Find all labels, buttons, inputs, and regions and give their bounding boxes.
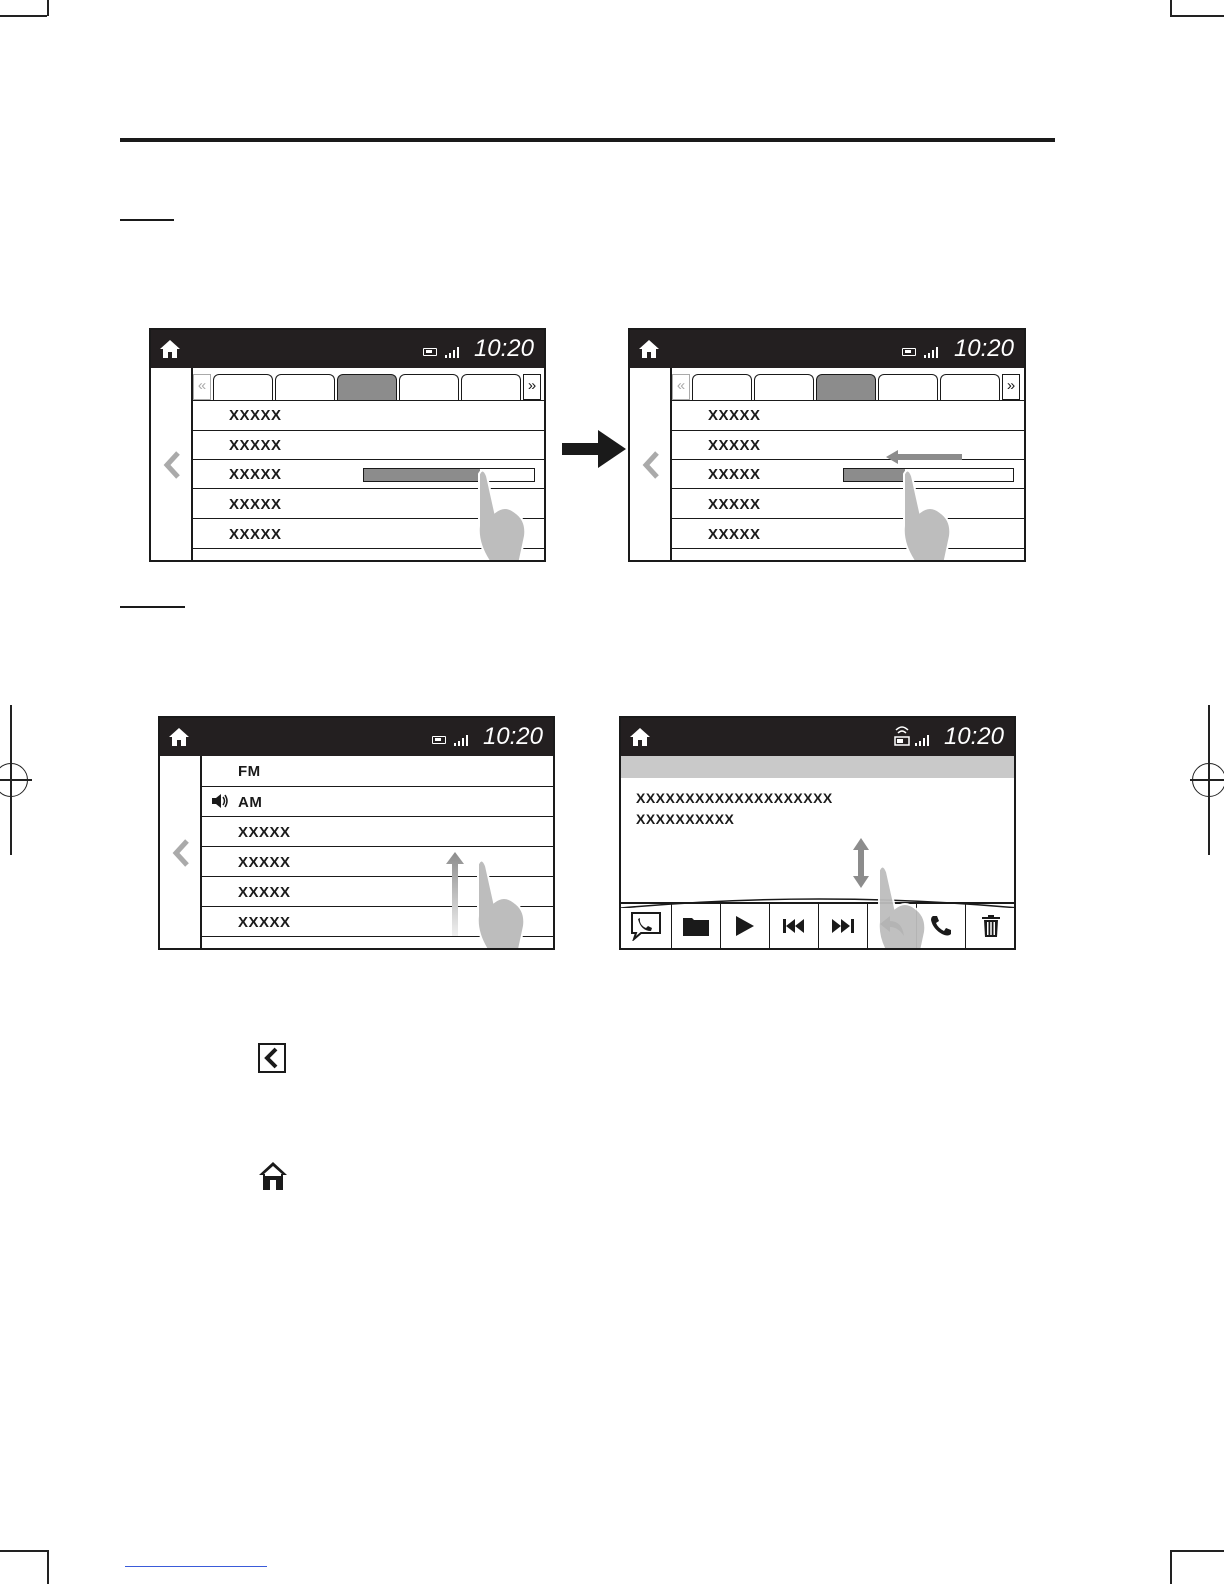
message-toolbar bbox=[621, 902, 1014, 948]
tab[interactable] bbox=[878, 374, 938, 400]
hand-pointer-icon bbox=[894, 468, 956, 562]
slider-fill bbox=[364, 469, 480, 481]
list-item[interactable] bbox=[672, 459, 1024, 488]
back-column[interactable] bbox=[151, 368, 193, 560]
message-title-bar bbox=[621, 756, 1014, 778]
wireless-battery-icon bbox=[893, 724, 911, 748]
list-item-label: XXXXX bbox=[708, 437, 761, 454]
tab-active[interactable] bbox=[337, 374, 397, 400]
message-line: XXXXXXXXXX bbox=[636, 811, 735, 827]
hand-pointer-icon bbox=[869, 864, 931, 950]
tab[interactable] bbox=[940, 374, 1000, 400]
crop-mark bbox=[0, 1550, 47, 1552]
previous-track-button[interactable] bbox=[770, 904, 819, 948]
signal-icon bbox=[924, 346, 940, 358]
header-rule bbox=[120, 138, 1055, 142]
phone-icon bbox=[930, 915, 952, 937]
footer-link-underline bbox=[125, 1566, 267, 1567]
scroll-up-arrow-icon bbox=[446, 852, 464, 936]
clock: 10:20 bbox=[943, 723, 1004, 750]
home-icon bbox=[258, 1161, 288, 1191]
list-item-label: XXXXX bbox=[708, 466, 761, 483]
battery-icon bbox=[423, 348, 437, 356]
crop-mark bbox=[1170, 1550, 1172, 1584]
section-rule bbox=[120, 219, 174, 221]
signal-icon bbox=[915, 734, 931, 746]
hand-pointer-icon bbox=[469, 468, 531, 562]
tab[interactable] bbox=[399, 374, 459, 400]
screen-message-scroll bbox=[619, 716, 1016, 950]
delete-button[interactable] bbox=[966, 904, 1016, 948]
list-item-label: XXXXX bbox=[708, 496, 761, 513]
crop-mark bbox=[1170, 0, 1172, 16]
status-bar bbox=[630, 330, 1024, 368]
list-item bbox=[672, 548, 1024, 562]
message-call-button[interactable] bbox=[621, 904, 672, 948]
home-icon[interactable] bbox=[629, 726, 651, 748]
tab-scroll-right-button[interactable]: » bbox=[523, 374, 541, 400]
list-item-label: XXXXX bbox=[229, 466, 282, 483]
swipe-left-arrow-icon bbox=[886, 450, 966, 464]
list-item-label: XXXXX bbox=[708, 526, 761, 543]
back-column[interactable] bbox=[630, 368, 672, 560]
next-track-button[interactable] bbox=[819, 904, 868, 948]
tab[interactable] bbox=[275, 374, 335, 400]
tab[interactable] bbox=[754, 374, 814, 400]
list-item-label: XXXXX bbox=[238, 884, 291, 901]
battery-icon bbox=[902, 348, 916, 356]
tab-scroll-right-button[interactable]: » bbox=[1002, 374, 1020, 400]
list-item-label: XXXXX bbox=[238, 854, 291, 871]
list-item[interactable] bbox=[202, 756, 553, 786]
tab-strip bbox=[193, 372, 542, 400]
back-chevron-icon[interactable] bbox=[172, 838, 190, 868]
scroll-updown-arrow-icon bbox=[851, 838, 871, 888]
signal-icon bbox=[445, 346, 461, 358]
list-item-label: XXXXX bbox=[229, 496, 282, 513]
speaker-icon bbox=[212, 794, 228, 808]
play-button[interactable] bbox=[721, 904, 770, 948]
crop-mark bbox=[1170, 1550, 1224, 1552]
list-item[interactable] bbox=[672, 488, 1024, 518]
status-bar bbox=[151, 330, 544, 368]
next-step-arrow-icon bbox=[562, 430, 626, 468]
clock: 10:20 bbox=[953, 335, 1014, 362]
folder-icon bbox=[683, 916, 709, 936]
screen-list-scroll bbox=[158, 716, 555, 950]
back-column[interactable] bbox=[160, 756, 202, 948]
list-item-label: XXXXX bbox=[229, 437, 282, 454]
tab[interactable] bbox=[213, 374, 273, 400]
signal-icon bbox=[454, 734, 470, 746]
tab-scroll-left-button[interactable]: « bbox=[672, 374, 690, 400]
list-item[interactable] bbox=[672, 400, 1024, 430]
list-item-label: XXXXX bbox=[708, 407, 761, 424]
list-item-label: FM bbox=[238, 763, 261, 780]
play-icon bbox=[736, 916, 754, 936]
clock: 10:20 bbox=[482, 723, 543, 750]
crop-mark bbox=[47, 0, 49, 16]
battery-icon bbox=[432, 736, 446, 744]
home-icon[interactable] bbox=[168, 726, 190, 748]
hand-pointer-icon bbox=[468, 858, 530, 950]
back-chevron-icon[interactable] bbox=[163, 450, 181, 480]
list-item[interactable] bbox=[672, 430, 1024, 459]
status-bar bbox=[160, 718, 553, 756]
tab-scroll-left-button[interactable]: « bbox=[193, 374, 211, 400]
list-item[interactable] bbox=[202, 816, 553, 846]
crop-mark bbox=[47, 1550, 49, 1584]
next-track-icon bbox=[832, 919, 854, 933]
back-chevron-icon[interactable] bbox=[642, 450, 660, 480]
back-chevron-icon bbox=[258, 1043, 286, 1073]
screen-swipe-after bbox=[628, 328, 1026, 562]
tab-strip bbox=[672, 372, 1022, 400]
list-item-label: XXXXX bbox=[238, 914, 291, 931]
crop-mark bbox=[1170, 15, 1224, 17]
trash-icon bbox=[982, 915, 1000, 937]
status-bar bbox=[621, 718, 1014, 756]
list-item-playing[interactable] bbox=[202, 786, 553, 816]
section-rule bbox=[120, 606, 185, 608]
list-item-label: XXXXX bbox=[229, 407, 282, 424]
previous-track-icon bbox=[783, 919, 805, 933]
home-icon[interactable] bbox=[638, 338, 660, 360]
list-item[interactable] bbox=[193, 400, 544, 430]
message-line: XXXXXXXXXXXXXXXXXXXX bbox=[636, 790, 833, 806]
clock: 10:20 bbox=[473, 335, 534, 362]
tab-active[interactable] bbox=[816, 374, 876, 400]
tab[interactable] bbox=[461, 374, 521, 400]
registration-mark bbox=[0, 763, 28, 797]
list-item-label: XXXXX bbox=[229, 526, 282, 543]
list-item[interactable] bbox=[672, 518, 1024, 548]
message-call-icon bbox=[629, 911, 663, 941]
list-item-label: AM bbox=[238, 794, 263, 811]
registration-mark bbox=[1192, 763, 1224, 797]
list-item[interactable] bbox=[193, 430, 544, 459]
tab[interactable] bbox=[692, 374, 752, 400]
list-item-label: XXXXX bbox=[238, 824, 291, 841]
home-icon[interactable] bbox=[159, 338, 181, 360]
screen-swipe-before bbox=[149, 328, 546, 562]
folder-button[interactable] bbox=[672, 904, 721, 948]
crop-mark bbox=[0, 15, 47, 17]
